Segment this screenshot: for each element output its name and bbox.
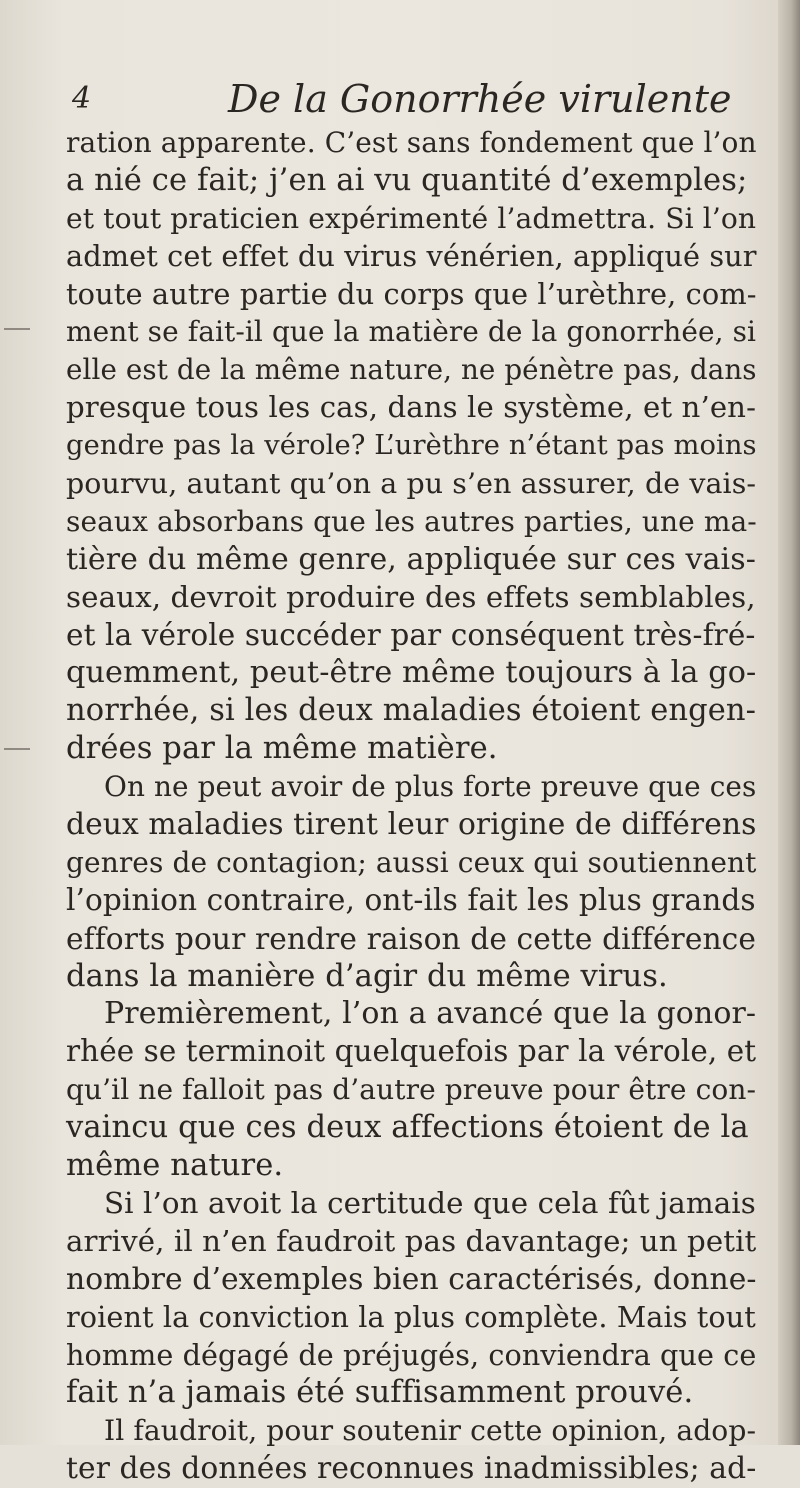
margin-mark bbox=[4, 328, 30, 330]
text-line: ment se fait-il que la matière de la gonorrhée, si bbox=[66, 315, 757, 349]
text-line: arrivé, il n’en faudroit pas davantage; un petit bbox=[66, 1223, 757, 1258]
paragraph-start-line: Si l’on avoit la certitude que cela fût jamais bbox=[104, 1185, 756, 1220]
text-line: et la vérole succéder par conséquent très-fré- bbox=[66, 617, 756, 652]
text-line: dans la manière d’agir du même virus. bbox=[66, 958, 668, 994]
text-line: a nié ce fait; j’en ai vu quantité d’exemples; bbox=[66, 162, 748, 198]
page-header bbox=[70, 77, 750, 121]
text-line: rhée se terminoit quelquefois par la vérole, et bbox=[66, 1034, 757, 1069]
running-title: De la Gonorrhée virulente bbox=[228, 77, 732, 121]
text-line: nombre d’exemples bien caractérisés, donne- bbox=[66, 1261, 757, 1297]
text-line: elle est de la même nature, ne pénètre pas, dans bbox=[66, 353, 757, 387]
text-line: ration apparente. C’est sans fondement que l’on bbox=[66, 126, 757, 159]
text-line: drées par la même matière. bbox=[66, 731, 498, 767]
text-line: même nature. bbox=[66, 1148, 284, 1184]
text-line: qu’il ne falloit pas d’autre preuve pour être con- bbox=[66, 1073, 757, 1107]
margin-mark bbox=[4, 748, 30, 750]
text-line: toute autre partie du corps que l’urèthre, com- bbox=[66, 276, 757, 311]
text-line: gendre pas la vérole? L’urèthre n’étant pas moins bbox=[66, 430, 757, 462]
text-line: vaincu que ces deux affections étoient de la bbox=[66, 1110, 749, 1146]
text-line: admet cet effet du virus vénérien, appliqué sur bbox=[66, 238, 757, 273]
page-edge bbox=[778, 0, 800, 1445]
text-line: roient la conviction la plus complète. Mais tout bbox=[66, 1299, 756, 1334]
text-line: presque tous les cas, dans le système, et n’en- bbox=[66, 390, 757, 425]
text-line: genres de contagion; aussi ceux qui soutiennent bbox=[66, 845, 757, 879]
body-text bbox=[66, 124, 766, 1488]
text-line: efforts pour rendre raison de cette différence bbox=[66, 920, 757, 956]
text-line: homme dégagé de préjugés, conviendra que ce bbox=[66, 1337, 757, 1372]
text-line: norrhée, si les deux maladies étoient engen- bbox=[66, 693, 757, 729]
paragraph-start-line: On ne peut avoir de plus forte preuve que ces bbox=[104, 770, 757, 804]
text-line: quemment, peut-être même toujours à la go- bbox=[66, 655, 757, 691]
text-line: seaux absorbans que les autres parties, une ma- bbox=[66, 504, 757, 538]
text-line: seaux, devroit produire des effets semblables, bbox=[66, 579, 756, 614]
text-line: ter des données reconnues inadmissibles; ad- bbox=[66, 1451, 757, 1487]
text-line: fait n’a jamais été suffisamment prouvé. bbox=[66, 1375, 694, 1411]
text-line: deux maladies tirent leur origine de différens bbox=[66, 807, 757, 843]
paragraph-start-line: Premièrement, l’on a avancé que la gonor- bbox=[104, 996, 757, 1032]
text-line: tière du même genre, appliquée sur ces vais- bbox=[66, 541, 756, 577]
paragraph-start-line: Il faudroit, pour soutenir cette opinion, adop- bbox=[104, 1414, 757, 1448]
page-number: 4 bbox=[72, 81, 92, 116]
text-line: l’opinion contraire, ont-ils fait les plus grands bbox=[66, 882, 756, 917]
text-line: pourvu, autant qu’on a pu s’en assurer, de vais- bbox=[66, 467, 757, 501]
text-line: et tout praticien expérimenté l’admettra. Si l’on bbox=[66, 201, 757, 235]
